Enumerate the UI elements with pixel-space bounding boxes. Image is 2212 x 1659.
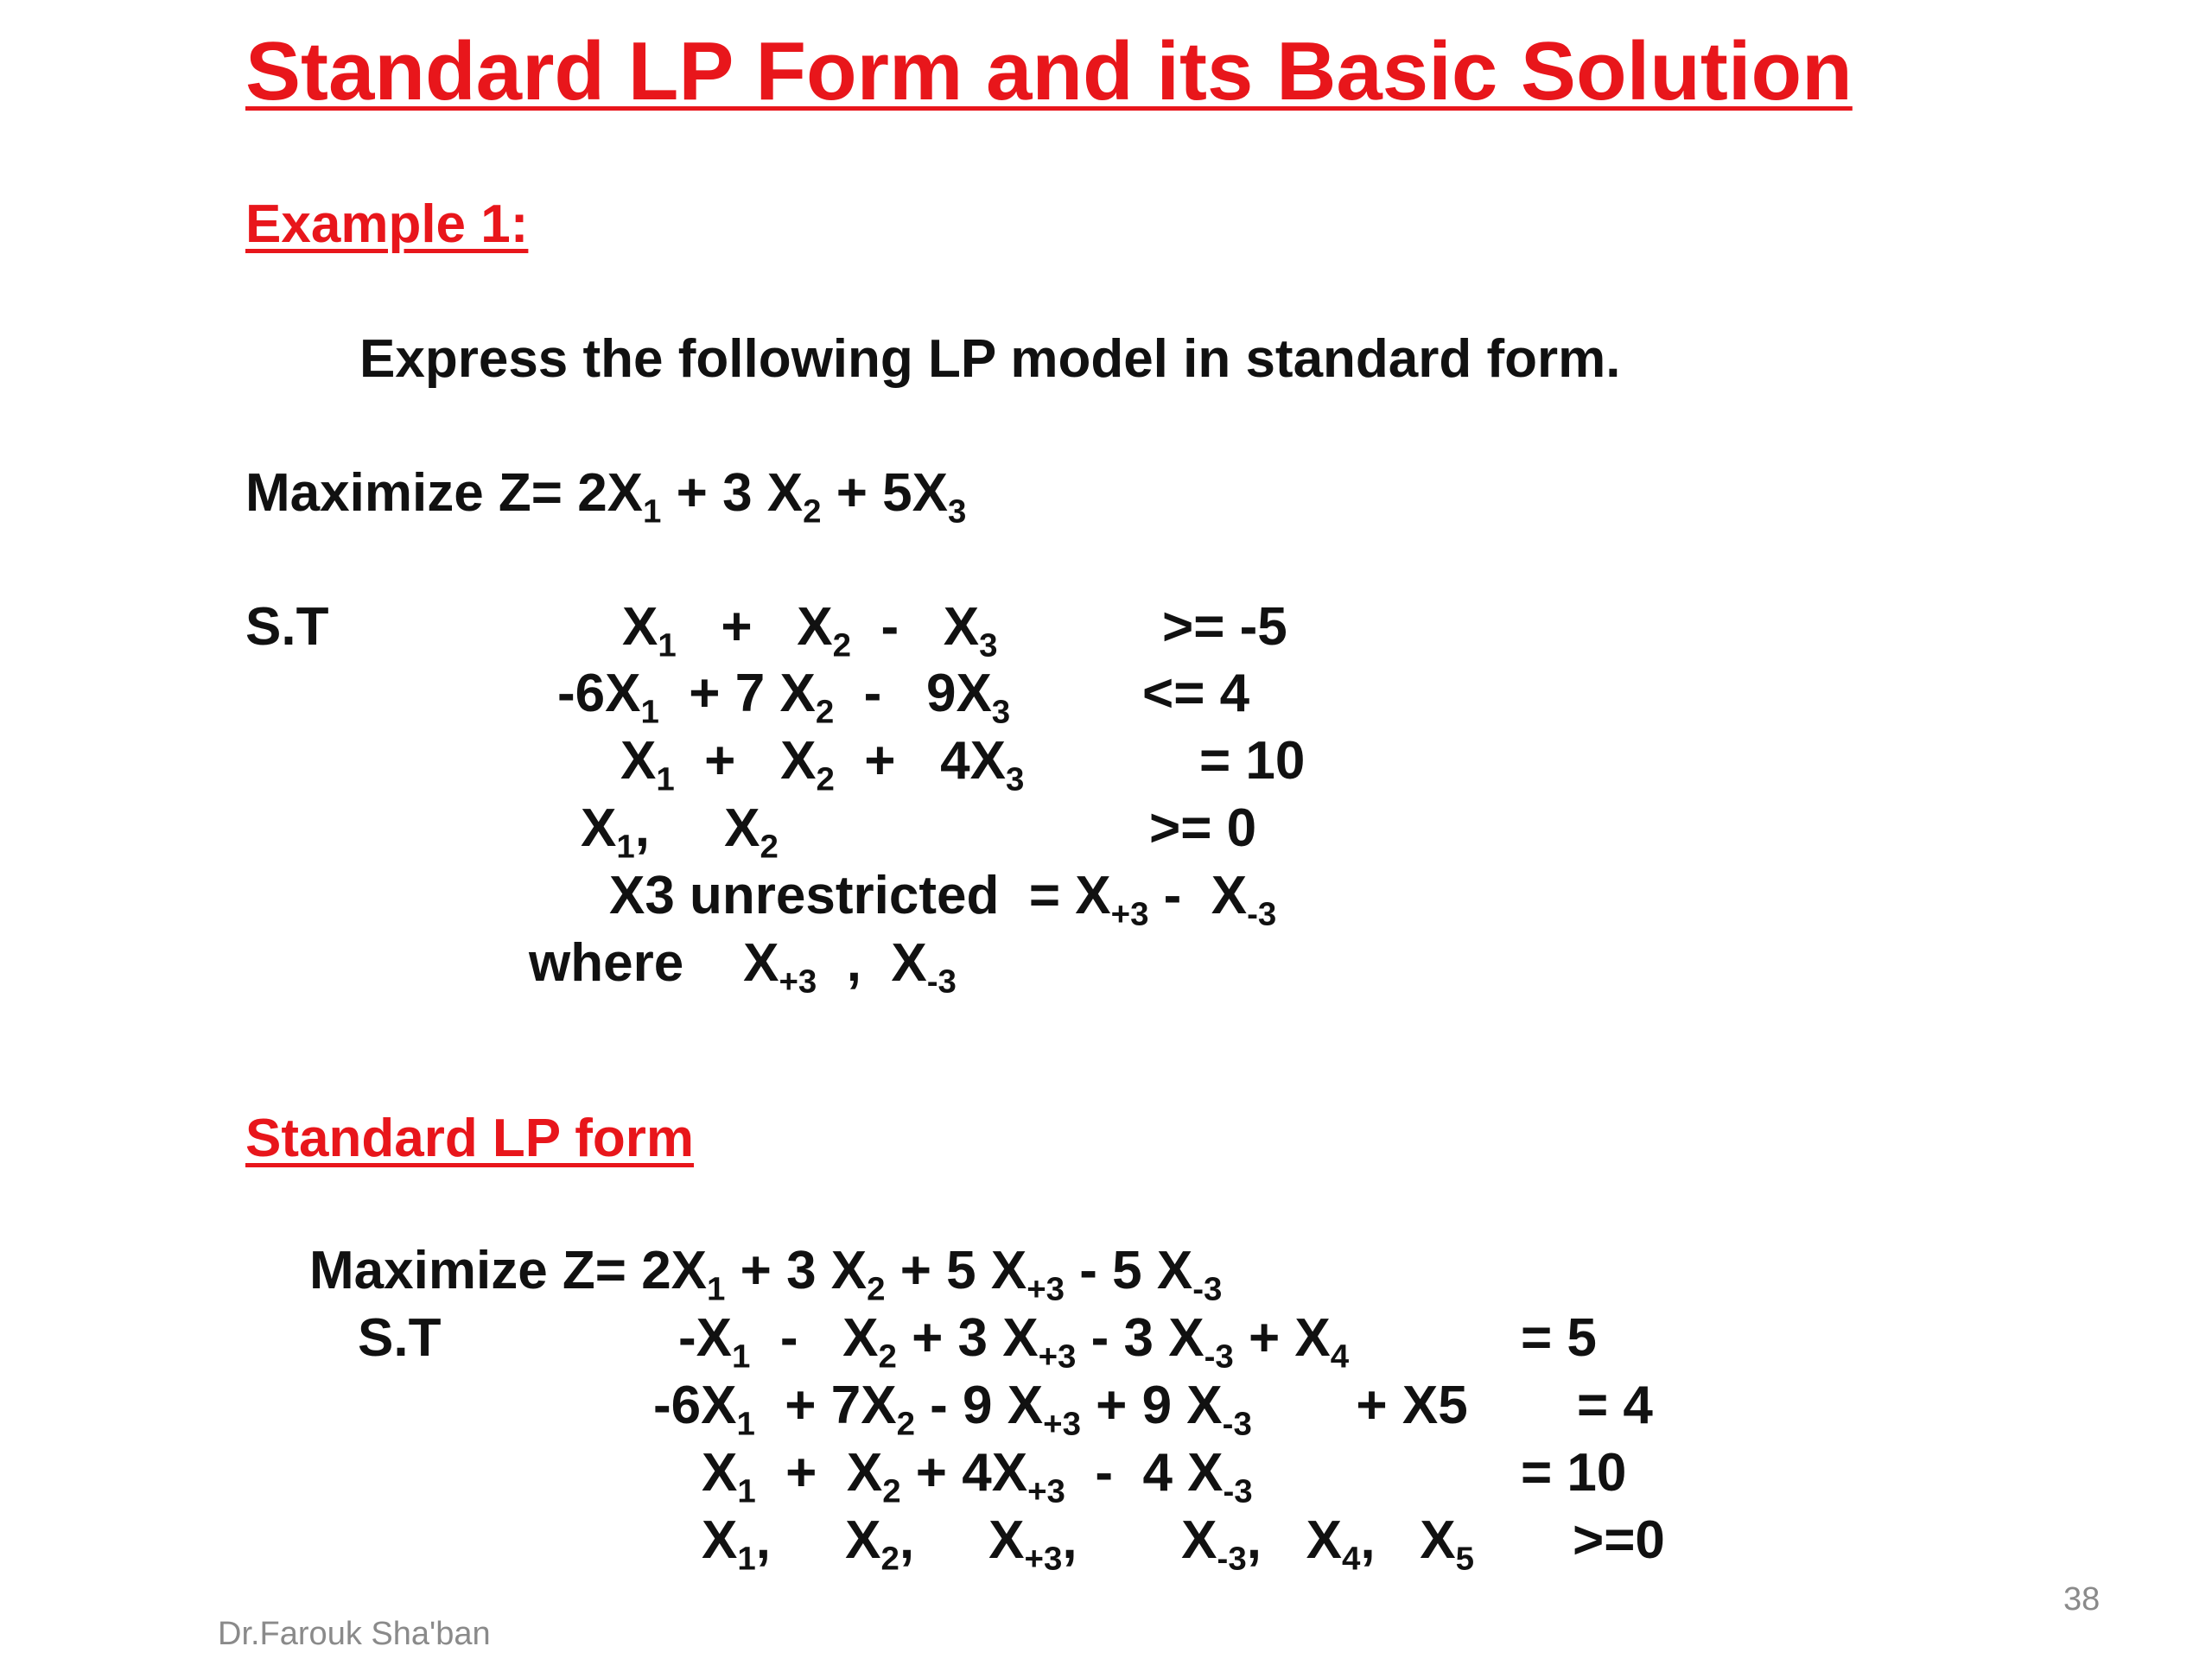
math-term: + X5 — [1251, 1376, 1468, 1435]
standard-constraint-3-rhs: = 10 — [1521, 1443, 1627, 1503]
math-subscript: 4 — [1330, 1338, 1350, 1376]
original-constraint-3-rhs: = 10 — [1199, 731, 1306, 791]
math-subscript: 4 — [1341, 1540, 1361, 1578]
math-term: , X — [817, 933, 927, 993]
math-term: + 5X — [821, 463, 949, 523]
math-subscript: 5 — [1455, 1540, 1474, 1578]
math-subscript: 1 — [737, 1540, 756, 1578]
math-subscript: 3 — [948, 493, 967, 531]
instruction-text: Express the following LP model in standard form. — [359, 329, 1621, 389]
math-subscript: 2 — [878, 1338, 897, 1376]
math-subscript: 1 — [737, 1472, 756, 1510]
original-constraint-2 — [557, 664, 1011, 731]
standard-nonnegativity-rhs: >=0 — [1573, 1510, 1665, 1570]
math-term: - 9X — [834, 664, 992, 723]
math-subscript: 1 — [656, 760, 675, 798]
standard-constraint-2-rhs: = 4 — [1577, 1376, 1653, 1435]
math-term: X — [1075, 866, 1111, 925]
standard-nonnegativity — [702, 1510, 1474, 1578]
original-objective — [245, 463, 967, 531]
original-nonnegativity — [581, 798, 779, 866]
math-subscript: -3 — [1222, 1405, 1252, 1443]
math-subscript: 2 — [867, 1270, 886, 1308]
standard-constraint-2 — [653, 1376, 1468, 1443]
math-subscript: 2 — [882, 1472, 901, 1510]
original-constraint-1-rhs: >= -5 — [1162, 597, 1287, 657]
footer-author: Dr.Farouk Sha'ban — [218, 1616, 491, 1652]
math-term: - 9 X — [914, 1376, 1044, 1435]
math-term: + 7 X — [658, 664, 816, 723]
standard-objective — [309, 1241, 1223, 1308]
math-subscript: 1 — [658, 626, 677, 664]
math-term: X — [581, 798, 617, 858]
math-subscript: 1 — [736, 1405, 755, 1443]
math-subscript: +3 — [1038, 1338, 1077, 1376]
math-term: + X — [676, 597, 833, 657]
page-title: Standard LP Form and its Basic Solution — [245, 25, 1853, 118]
math-term: + X — [674, 731, 817, 791]
math-term: + 3 X — [725, 1241, 868, 1300]
math-prefix: Maximize Z= — [245, 463, 578, 523]
math-term: + 4X — [900, 1443, 1028, 1503]
math-subscript: 1 — [707, 1270, 726, 1308]
math-subscript: -3 — [1223, 1472, 1253, 1510]
math-term: + X — [755, 1443, 883, 1503]
original-nonnegativity-rhs: >= 0 — [1149, 798, 1257, 858]
page-number: 38 — [2063, 1581, 2101, 1618]
math-term: - X — [1148, 866, 1248, 925]
math-subscript: 1 — [640, 693, 659, 731]
math-subscript: -3 — [1192, 1270, 1223, 1308]
math-subscript: 2 — [896, 1405, 915, 1443]
math-prefix: X3 unrestricted = — [609, 866, 1076, 925]
math-term: + 4X — [834, 731, 1006, 791]
math-term: - X — [851, 597, 980, 657]
standard-constraint-1 — [678, 1308, 1350, 1376]
math-term: -6X — [653, 1376, 737, 1435]
math-term: - 3 X — [1076, 1308, 1205, 1368]
math-subscript: 1 — [643, 493, 662, 531]
math-subscript: 2 — [880, 1540, 899, 1578]
math-subscript: +3 — [1027, 1270, 1065, 1308]
math-subscript: -3 — [1204, 1338, 1234, 1376]
math-subscript: +3 — [1024, 1540, 1063, 1578]
math-prefix: Maximize Z= — [309, 1241, 642, 1300]
math-term: + 9 X — [1080, 1376, 1223, 1435]
math-term: , X — [755, 1510, 881, 1570]
math-term: - X — [750, 1308, 879, 1368]
unrestricted-line — [609, 866, 1277, 933]
math-subscript: 3 — [1005, 760, 1025, 798]
standard-constraint-3 — [702, 1443, 1253, 1510]
math-term: X — [702, 1443, 738, 1503]
math-term: , X — [634, 798, 760, 858]
math-subscript: 1 — [616, 828, 635, 866]
math-term: + 3 X — [661, 463, 804, 523]
math-subscript: 2 — [815, 693, 835, 731]
math-subscript: -3 — [1217, 1540, 1247, 1578]
math-subscript: +3 — [1027, 1472, 1065, 1510]
math-subscript: -3 — [1247, 895, 1277, 933]
where-label: where — [529, 933, 744, 993]
math-term: X — [702, 1510, 738, 1570]
math-subscript: 3 — [991, 693, 1011, 731]
math-term: - 5 X — [1065, 1241, 1193, 1300]
original-constraint-2-rhs: <= 4 — [1142, 664, 1250, 723]
math-term: + 5 X — [885, 1241, 1027, 1300]
standard-form-heading: Standard LP form — [245, 1109, 695, 1168]
math-subscript: 3 — [979, 626, 998, 664]
math-subscript: +3 — [1043, 1405, 1081, 1443]
math-subscript: 1 — [732, 1338, 751, 1376]
example-heading: Example 1: — [245, 194, 529, 254]
math-term: , X — [1062, 1510, 1217, 1570]
math-term: -X — [678, 1308, 732, 1368]
math-subscript: +3 — [779, 963, 817, 1001]
math-subscript: 2 — [803, 493, 822, 531]
math-term: + 3 X — [896, 1308, 1039, 1368]
math-term: 2X — [577, 463, 644, 523]
math-term: , X — [1360, 1510, 1456, 1570]
standard-constraint-1-rhs: = 5 — [1521, 1308, 1597, 1368]
math-term: , X — [899, 1510, 1025, 1570]
where-line — [529, 933, 957, 1001]
math-term: + X — [1233, 1308, 1331, 1368]
math-term: -6X — [557, 664, 641, 723]
math-term: 2X — [641, 1241, 708, 1300]
math-term: X — [622, 597, 658, 657]
math-term: + 7X — [754, 1376, 897, 1435]
math-term: , X — [1246, 1510, 1342, 1570]
math-subscript: +3 — [1110, 895, 1149, 933]
math-term: X — [620, 731, 657, 791]
standard-st-label: S.T — [358, 1308, 442, 1368]
math-subscript: 2 — [760, 828, 779, 866]
math-term: X — [743, 933, 779, 993]
math-term: - 4 X — [1065, 1443, 1224, 1503]
math-subscript: 2 — [832, 626, 852, 664]
math-subscript: -3 — [926, 963, 957, 1001]
original-st-label: S.T — [245, 597, 329, 657]
math-subscript: 2 — [816, 760, 835, 798]
original-constraint-3 — [620, 731, 1025, 798]
original-constraint-1 — [622, 597, 998, 664]
